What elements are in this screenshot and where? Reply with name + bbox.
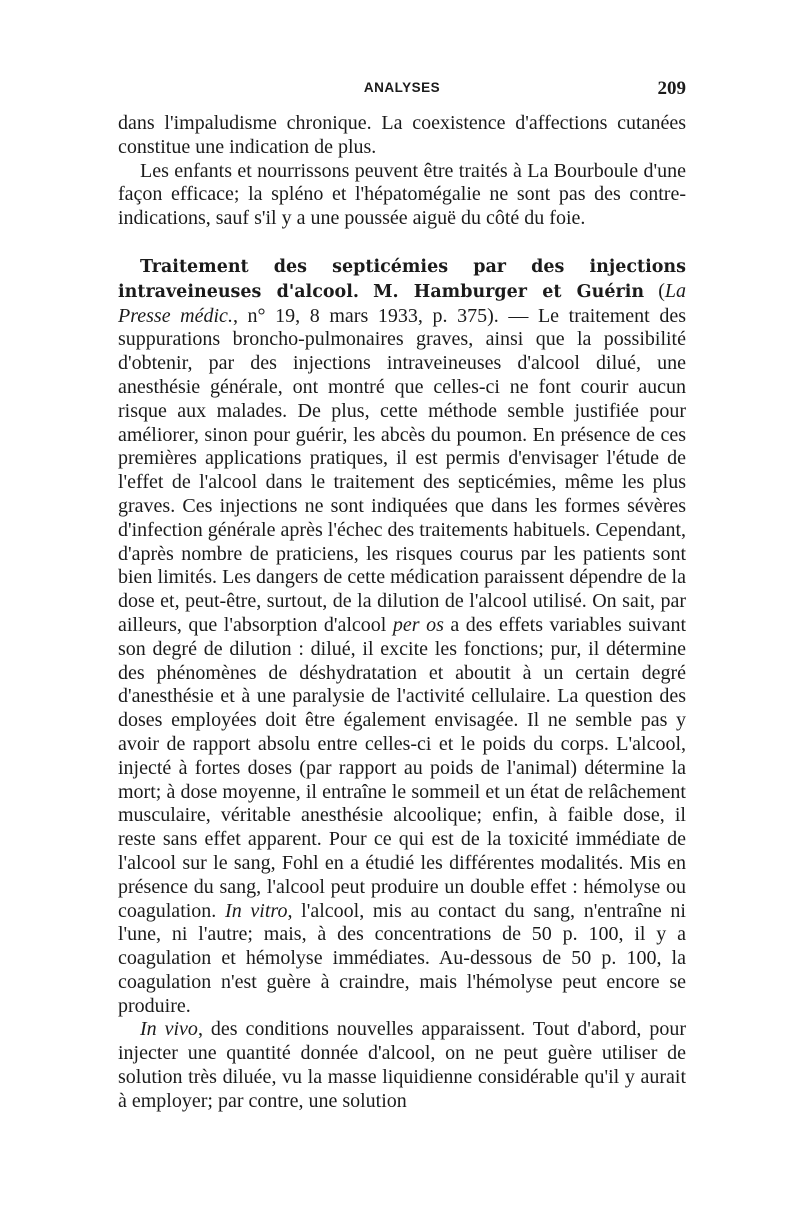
article-text-continued: a des effets variables suivant son degré de dilution : dilué, il excite les fonctions; pur, il détermine des phénomènes de déshydratation et aboutit à un certain degré d'anesthésie et à une paralysie de l'activité cellulaire. La question des doses employées doit être également envisagée. Il ne semble pas y avoir de rapport absolu entre celles-ci et le poids du corps. L'alcool, injecté à fortes doses (par rapport au poids de l'animal) détermine la mort; à dose moyenne, il entraîne le sommeil et un état de relâchement musculaire, véritable anesthésie alcoolique; enfin, à faible dose, il reste sans effet apparent. Pour ce qui est de la toxicité immédiate de l'alcool sur le sang, Fohl en a étudié les différentes modalités. Mis en présence du sang, l'alcool peut produire un double effet : hémolyse ou coagulation.: [118, 613, 686, 922]
page-header: [118, 78, 686, 102]
article-title: Traitement des septicémies par des injections intraveineuses d'alcool.: [118, 256, 686, 302]
per-os-term: per os: [392, 613, 444, 636]
document-page: [118, 0, 686, 1227]
paragraph-4: [118, 1018, 686, 1113]
article-text-end: , l'alcool, mis au contact du sang, n'entraîne ni l'une, ni l'autre; mais, à des concentrations de 50 p. 100, il y a coagulation et hémolyse immédiates. Au-dessous de 50 p. 100, la coagulation n'est guère à craindre, mais l'hémolyse peut encore se produire.: [118, 899, 686, 1017]
article-paragraph: [118, 255, 686, 1019]
in-vivo-term: In vivo: [140, 1018, 198, 1041]
journal-name: La Presse médic.: [118, 279, 686, 327]
citation-open: (: [644, 279, 665, 302]
article-authors: M. Hamburger et Guérin: [373, 281, 645, 302]
page-number: 209: [657, 78, 686, 99]
running-head: ANALYSES: [363, 80, 441, 95]
paragraph-1: dans l'impaludisme chronique. La coexistence d'affections cutanées constitue une indication de plus.: [118, 112, 686, 158]
in-vitro-term: In vitro: [225, 899, 288, 922]
paragraph-4-text: , des conditions nouvelles apparaissent. Tout d'abord, pour injecter une quantité donnée d'alcool, on ne peut guère utiliser de solution très diluée, vu la masse liquidienne considérable qu'il y aurait à employer; par contre, une solution: [118, 1018, 686, 1112]
paragraph-2: Les enfants et nourrissons peuvent être traités à La Bourboule d'une façon efficace; la spléno et l'hépatomégalie ne sont pas des contre-indications, sauf s'il y a une poussée aiguë du côté du foie.: [118, 159, 686, 230]
article-text: , n° 19, 8 mars 1933, p. 375). — Le traitement des suppurations broncho-pulmonaires graves, ainsi que la possibilité d'obtenir, par des injections intraveineuses d'alcool dilué, une anesthésie générale, ont montré que celles-ci ne font courir aucun risque aux malades. De plus, cette méthode semble justifiée pour améliorer, sinon pour guérir, les abcès du poumon. En présence de ces premières applications pratiques, il est permis d'envisager l'étude de l'effet de l'alcool dans le traitement des septicémies, même les plus graves. Ces injections ne sont indiquées que dans les formes sévères d'infection générale après l'échec des traitements habituels. Cependant, d'après nombre de praticiens, les risques courus par les patients sont bien limités. Les dangers de cette médication paraissent dépendre de la dose et, peut-être, surtout, de la dilution de l'alcool utilisé. On sait, par ailleurs, que l'absorption d'alcool: [118, 304, 686, 636]
body-text: [118, 112, 686, 1114]
